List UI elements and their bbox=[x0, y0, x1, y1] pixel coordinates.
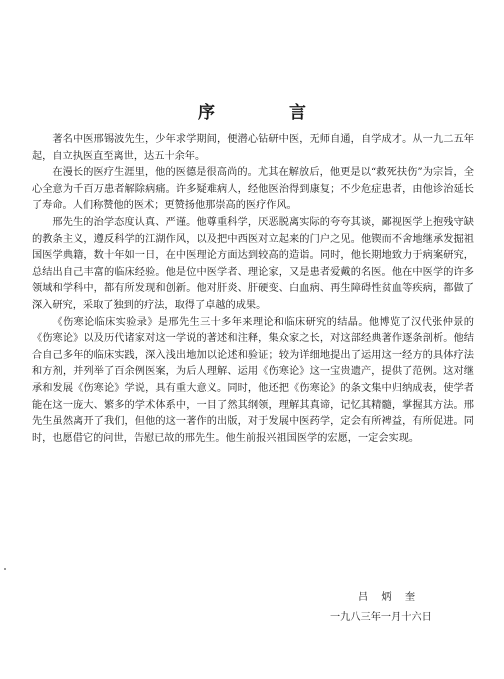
signature-date: 一九八三年一月十六日 bbox=[330, 612, 432, 623]
paragraph-2: 在漫长的医疗生涯里，他的医德是很高尚的。尤其在解放后，他更是以“救死扶伤”为宗旨，全心全意为千百万患者解除病痛。许多疑难病人，经他医治得到康复；不少危症患者，由他诊治延长了寿命。人们称赞他的医术；更赞扬他那崇高的医疗作风。 bbox=[32, 167, 474, 212]
paragraph-4: 《伤寒论临床实验录》是邢先生三十多年来理论和临床研究的结晶。他博览了汉代张仲景的《伤寒论》以及历代诸家对这一学说的著述和注释，集众家之长，对这部经典著作逐条剖析。他结合自己多年的临床实践，深入浅出地加以论述和验证；较为详细地提出了运用这一经方的具体疗法和方剂，并列举了百余例医案，为后人理解、运用《伤寒论》这一宝贵遗产，提供了范例。这对继承和发展《伤寒论》学说，具有重大意义。同时，他还把《伤寒论》的条文集中归纳成表，使学者能在这一庞大、繁多的学术体系中，一目了然其纲领，理解其真谛，记忆其精髓，掌握其方法。邢先生虽然离开了我们，但他的这一著作的出版，对于发展中医药学，定会有所裨益，有所促进。同时，也愿借它的问世，告慰已故的邢先生。他生前报兴祖国医学的宏愿，一定会实现。 bbox=[32, 316, 474, 444]
page-title: 序 言 bbox=[198, 103, 340, 123]
paragraph-1: 著名中医邢锡波先生，少年求学期间，便潜心钻研中医，无师自通，自学成才。从一九二五年起，自立执医直至离世，达五十余年。 bbox=[32, 134, 474, 162]
preface-body bbox=[32, 132, 474, 447]
margin-speck bbox=[4, 568, 6, 570]
author-signature: 吕 炳 奎 bbox=[358, 592, 421, 603]
paragraph-3: 邢先生的治学态度认真、严谨。他尊重科学，厌恶脱离实际的夸夸其谈，鄙视医学上抱残守缺的教条主义，遵反科学的江湖作风，以及把中西医对立起来的门户之见。他锲而不舍地继承发掘祖国医学典籍，数十年如一日，在中医理论方面达到较高的造诣。同时，他长期地致力于病案研究，总结出自己丰富的临床经验。他是位中医学者、理论家，又是患者爱戴的名医。他在中医学的许多领域和学科中，都有所发现和创新。他对肝炎、肝硬变、白血病、再生障碍性贫血等疾病，都做了深入研究，采取了独到的疗法，取得了卓越的成果。 bbox=[32, 216, 474, 311]
